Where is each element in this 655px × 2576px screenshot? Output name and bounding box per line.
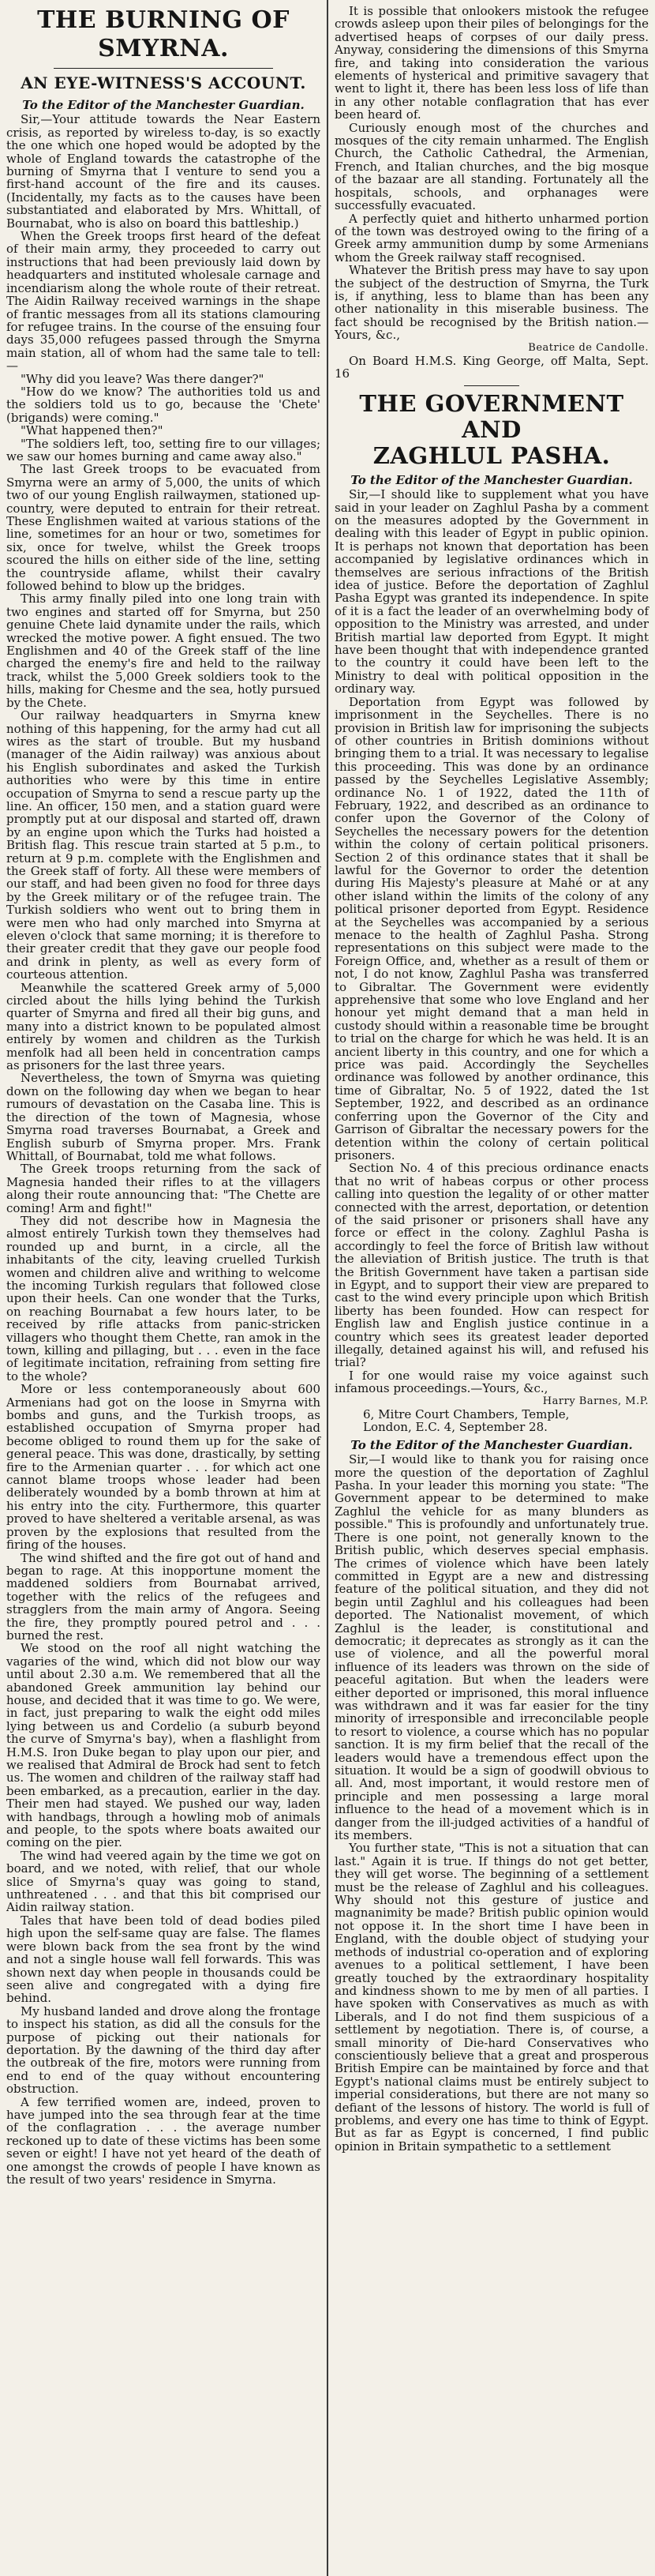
paragraph: When the Greek troops first heard of the defeat of their main army, they proceeded to carry out instructions that had been previously laid down by headquarters and instituted wholesale carnage and incendiarism along the whole route of their retreat. The Aidin Railway received warnings in the shape of frantic messages from all its stations clamouring for refugee trains. In the course of the ensuing four days 35,000 refugees passed through the Smyrna main station, all of whom had the same tale to tell:— [6, 229, 320, 374]
paragraph: The wind had veered again by the time we got on board, and we noted, with relief, that our whole slice of Smyrna's quay was going to stand, unthreatened . . . and that this bit comprised our Aidin railway station. [6, 1848, 320, 1915]
paragraph: More or less contemporaneously about 600 Armenians had got on the loose in Smyrna with bombs and guns, and the Turkish troops, as established occupation of Smyrna proper had become obliged to round them up for the sake of general peace. This was done, drastically, by setting fire to the Armenian quarter . . . for which act one cannot blame troops whose leader had been deliberately wounded by a bomb thrown at him at his entry into the city. Furthermore, this quarter proved to have sheltered a veritable arsenal, as was proven by the explosions that resulted from the firing of the houses. [6, 1382, 320, 1553]
address-line-2: London, E.C. 4, September 28. [363, 1420, 548, 1435]
paragraph: Section No. 4 of this precious ordinance enacts that no writ of habeas corpus or other process calling into question the legality of or other matter connected with the arrest, deportation, or detention of the said prisoner or prisoners shall have any force or effect in the colony. Zaghlul Pasha is accordingly to feel the force of British law without the alleviation of British justice. The truth is that the British Government have taken a partisan side in Egypt, and to support their view are prepared to cast to the wind every principle upon which British liberty has been founded. How can respect for English law and English justice continue in a country which sees its greatest leader deported illegally, detained against his will, and refused his trial? [335, 1161, 649, 1370]
paragraph: "What happened then?" [21, 423, 163, 438]
paragraph: Our railway headquarters in Smyrna knew nothing of this happening, for the army had cut all wires as the start of trouble. But my husband (manager of the Aidin railway) was anxious about his English subordinates and asked the Turkish authorities who were by this time in entire occupation of Smyrna to send a rescue party up the line. An officer, 150 men, and a station guard were promptly put at our disposal and started off, drawn by an engine upon which the Turks had hoisted a British flag. This rescue train started at 5 p.m., to return at 9 p.m. complete with the Englishmen and the Greek staff of forty. All these were members of our staff, and had been given no food for three days by the Greek military or of the refugee train. The Turkish soldiers who went out to bring them in were men who had only marched into Smyrna at eleven o'clock that same morning; it is therefore to their greater credit that they gave our people food and drink in plenty, as well as every form of courteous attention. [6, 708, 320, 982]
paragraph: We stood on the roof all night watching the vagaries of the wind, which did not blow our way until about 2.30 a.m. We remembered that all the abandoned Greek ammunition lay behind our house, and decided that it was time to go. We were, in fact, just preparing to walk the eight odd miles lying between us and Cordelio (a suburb beyond the curve of Smyrna's bay), when a flashlight from H.M.S. Iron Duke began to play upon our pier, and we realised that Admiral de Brock had sent to fetch us. The women and children of the railway staff had been embarked, as a precaution, earlier in the day. Their men had stayed. We pushed our way, laden with handbags, through a howling mob of animals and people, to the spots where boats awaited our coming on the pier. [6, 1641, 320, 1850]
headline-government-line-1: THE GOVERNMENT AND [359, 389, 624, 443]
signature-harry-barnes: Harry Barnes, M.P. [542, 1395, 649, 1407]
paragraph: Sir,—Your attitude towards the Near Eastern crisis, as reported by wireless to-day, is so exactly the one which one hoped would be adopted by the whole of England towards the catastrophe of the burning of Smyrna that I venture to send you a first-hand account of the fire and its causes. (Incidentally, my facts as to the causes have been substantiated and elaborated by Mrs. Whittall, of Bournabat, who is also on board this battleship.) [6, 112, 320, 231]
paragraph: My husband landed and drove along the frontage to inspect his station, as did all the consuls for the purpose of picking out their nationals for deportation. By the dawning of the third day after the outbreak of the fire, motors were running from end to end of the quay without encountering obstruction. [6, 2003, 320, 2097]
paragraph: You further state, "This is not a situation that can last." Again it is true. If things do not get better, they will get worse. The beginning of a settlement must be the release of Zaghlul and his colleagues. Why should not this gesture of justice and magnanimity be made? British public opinion would not oppose it. In the short time I have been in England, with the double object of studying your methods of industrial co-operation and of exploring avenues to a political settlement, I have been greatly touched by the extraordinary hospitality and kindness shown to me by men of all parties. I have spoken with Conservatives as much as with Liberals, and I do not find them suspicious of a settlement by negotiation. There is, of course, a small minority of Die-hard Conservatives who conscientiously believe that a great and prosperous British Empire can be maintained by force and that Egypt's national claims must be entirely subject to imperial considerations, but there are not many so defiant of the lessons of history. The world is full of problems, and every one has time to think of Egypt. But as far as Egypt is concerned, I find public opinion in Britain sympathetic to a settlement [335, 1841, 649, 2154]
article-body-zaghlul-letter-2 [335, 1453, 649, 2153]
paragraph: "The soldiers left, too, setting fire to our villages; we saw our homes burning and came away also." [6, 436, 320, 464]
headline-rule [54, 68, 273, 69]
paragraph: Sir,—I would like to thank you for raising once more the question of the deportation of Zaghlul Pasha. In your leader this morning you state: "The Government appear to be determined to make Zaghlul the vehicle for as many blunders as possible." This is profoundly and unfortunately true. There is one point, not generally known to the British public, which deserves special emphasis. The crimes of violence which have been lately committed in Egypt are a new and distressing feature of the political situation, and they did not begin until Zaghlul and his colleagues had been deported. The Nationalist movement, of which Zaghlul is the leader, is constitutional and democratic; it deprecates as strongly as it can the use of violence, and all the powerful moral influence of its leaders was thrown on the side of peaceful agitation. But when the leaders were either deported or imprisoned, this moral influence was withdrawn and it was far easier for the tiny minority of irresponsible and irreconcilable people to resort to violence, a course which has no popular sanction. It is my firm belief that the recall of the leaders would have a tremendous effect upon the situation. It would be a sign of goodwill obvious to all. And, most important, it would restore men of principle and men possessing a large moral influence to the head of a movement which is in danger from the ill-judged activities of a handful of its members. [335, 1452, 649, 1843]
paragraph: Nevertheless, the town of Smyrna was quieting down on the following day when we began to hear rumours of devastation on the Casaba line. This is the direction of the town of Magnesia, whose Smyrna road traverses Bournabat, a Greek and English suburb of Smyrna proper. Mrs. Frank Whittall, of Bournabat, told me what follows. [6, 1071, 320, 1163]
article-body-smyrna-continued [335, 5, 649, 342]
paragraph: Tales that have been told of dead bodies piled high upon the self-same quay are false. The flames were blown back from the sea front by the wind and not a single house wall fell forwards. This was shown next day when people in thousands could be seen alive and congregated with a dying fire behind. [6, 1913, 320, 2006]
paragraph: It is possible that onlookers mistook the refugee crowds asleep upon their piles of belongings for the advertised heaps of corpses of our daily press. Anyway, considering the dimensions of this Smyrna fire, and taking into consideration the various elements of hysterical and primitive savagery that went to light it, there has been less loss of life than in any other notable conflagration that has ever been heard of. [335, 4, 649, 122]
to-the-editor-line-3: To the Editor of the Manchester Guardian. [350, 1437, 633, 1452]
to-the-editor-line-2: To the Editor of the Manchester Guardian. [350, 472, 633, 487]
paragraph: A perfectly quiet and hitherto unharmed portion of the town was destroyed owing to the firing of a Greek army ammunition dump by some Armenians whom the Greek railway staff recognised. [335, 211, 649, 265]
letter-dateline: On Board H.M.S. King George, off Malta, Sept. 16 [335, 353, 649, 381]
paragraph: Deportation from Egypt was followed by imprisonment in the Seychelles. There is no provision in British law for imprisoning the subjects of other countries in British dominions without bringing them to a trial. It was necessary to legalise this proceeding. This was done by an ordinance passed by the Seychelles Legislative Assembly; ordinance No. 1 of 1922, dated the 11th of February, 1922, and described as an ordinance to confer upon the Governor of the Colony of Seychelles the necessary powers for the detention within the colony of certain political prisoners. Section 2 of this ordinance states that it shall be lawful for the Governor to order the detention during His Majesty's pleasure at Mahé or at any other island within the limits of the colony of any political prisoner deported from Egypt. Residence at the Seychelles was accompanied by a serious menace to the health of Zaghlul Pasha. Strong representations on this subject were made to the Foreign Office, and, whether as a result of them or not, I do not know, Zaghlul Pasha was transferred to Gibraltar. The Government were evidently apprehensive that some who love England and her honour yet might demand that a man held in custody should within a reasonable time be brought to trial on the charge for which he was held. It is an ancient liberty in this country, and one for which a price was paid. Accordingly the Seychelles ordinance was followed by another ordinance, this time of Gibraltar, No. 5 of 1922, dated the 1st September, 1922, and described as an ordinance conferring upon the Governor of the City and Garrison of Gibraltar the necessary powers for the detention within the colony of certain political prisoners. [335, 694, 649, 1162]
article-body-zaghlul-letter-1 [335, 488, 649, 1395]
paragraph: Meanwhile the scattered Greek army of 5,000 circled about the hills lying behind the Turkish quarter of Smyrna and fired all their big guns, and many into a district known to be populated almost entirely by women and children as the Turkish menfolk had all been held in concentration camps as prisoners for the last three years. [6, 980, 320, 1073]
paragraph: A few terrified women are, indeed, proven to have jumped into the sea through fear at the time of the conflagration . . . the average number reckoned up to date of these victims has been some seven or eight! I have not yet heard of the death of one amongst the crowds of people I have known as the result of two years' residence in Smyrna. [6, 2094, 320, 2187]
subheadline-eye-witness: AN EYE-WITNESS'S ACCOUNT. [21, 73, 306, 92]
paragraph: "Why did you leave? Was there danger?" [21, 371, 264, 386]
left-column [0, 0, 327, 2576]
section-rule [464, 385, 519, 386]
paragraph: They did not describe how in Magnesia the almost entirely Turkish town they themselves had rounded up and burnt, in a circle, all the inhabitants of the city, leaving cruelled Turkish women and children alive and writhing to welcome the incoming Turkish regulars that followed close upon their heels. Can one wonder that the Turks, on reaching Bournabat a few hours later, to be received by rifle attacks from panic-stricken villagers who thought them Chette, ran amok in the town, killing and pillaging, but . . . even in the face of legitimate incitation, refraining from setting fire to the whole? [6, 1213, 320, 1384]
paragraph: Whatever the British press may have to say upon the subject of the destruction of Smyrna, the Turk is, if anything, less to blame than has been any other nationality in this miserable business. The fact should be recognised by the British nation.—Yours, &c., [335, 263, 649, 343]
headline-government-line-2: ZAGHLUL PASHA. [372, 441, 611, 469]
headline-burning-of-smyrna: THE BURNING OF SMYRNA. [37, 6, 290, 62]
paragraph: "How do we know? The authorities told us and the soldiers told us to go, because the 'Chete' (brigands) were coming." [6, 384, 320, 425]
paragraph: The wind shifted and the fire got out of hand and began to rage. At this inopportune moment the maddened soldiers from Bournabat arrived, together with the relics of the refugees and stragglers from the main army of Angora. Seeing the fire, they promptly poured petrol and . . . burned the rest. [6, 1550, 320, 1643]
right-column [328, 0, 655, 2576]
paragraph: This army finally piled into one long train with two engines and started off for Smyrna, but 250 genuine Chete laid dynamite under the rails, which wrecked the motive power. A fight ensued. The two Englishmen and 40 of the Greek staff of the line charged the enemy's fire and held to the railway track, whilst the 5,000 Greek soldiers took to the hills, making for Chesme and the sea, hotly pursued by the Chete. [6, 591, 320, 710]
paragraph: The last Greek troops to be evacuated from Smyrna were an army of 5,000, the units of which two of our young English railwaymen, stationed up-country, were deputed to entrain for their retreat. These Englishmen waited at various stations of the line, sometimes for an hour or two, sometimes for six, once for twelve, whilst the Greek troops scoured the hills on either side of the line, setting the countryside aflame, whilst their cavalry followed behind to blow up the bridges. [6, 462, 320, 594]
signature-beatrice-de-candolle: Beatrice de Candolle. [528, 341, 649, 354]
paragraph: I for one would raise my voice against such infamous proceedings.—Yours, &c., [335, 1368, 649, 1396]
paragraph: Sir,—I should like to supplement what you have said in your leader on Zaghlul Pasha by a comment on the measures adopted by the Government in dealing with this leader of Egypt in public opinion. It is perhaps not known that deportation has been accompanied by legislative ordinances which in themselves are serious infractions of the British idea of justice. Before the deportation of Zaghlul Pasha Egypt was granted its independence. In spite of it is a fact the leader of an overwhelming body of opposition to the Ministry was arrested, and under British martial law deported from Egypt. It might have been thought that with independence granted to the country it could have been left to the Ministry to deal with political opposition in the ordinary way. [335, 487, 649, 697]
paragraph: Curiously enough most of the churches and mosques of the city remain unharmed. The English Church, the Catholic Cathedral, the Armenian, French, and Italian churches, and the big mosque of the bazaar are all standing. Fortunately all the hospitals, schools, and orphanages were successfully evacuated. [335, 120, 649, 213]
article-body-smyrna [6, 113, 320, 2186]
address-line-1: 6, Mitre Court Chambers, Temple, [363, 1407, 570, 1422]
paragraph: The Greek troops returning from the sack of Magnesia handed their rifles to at the villagers along their route announcing that: "The Chette are coming! Arm and fight!" [6, 1162, 320, 1215]
to-the-editor-line: To the Editor of the Manchester Guardian. [22, 98, 305, 112]
